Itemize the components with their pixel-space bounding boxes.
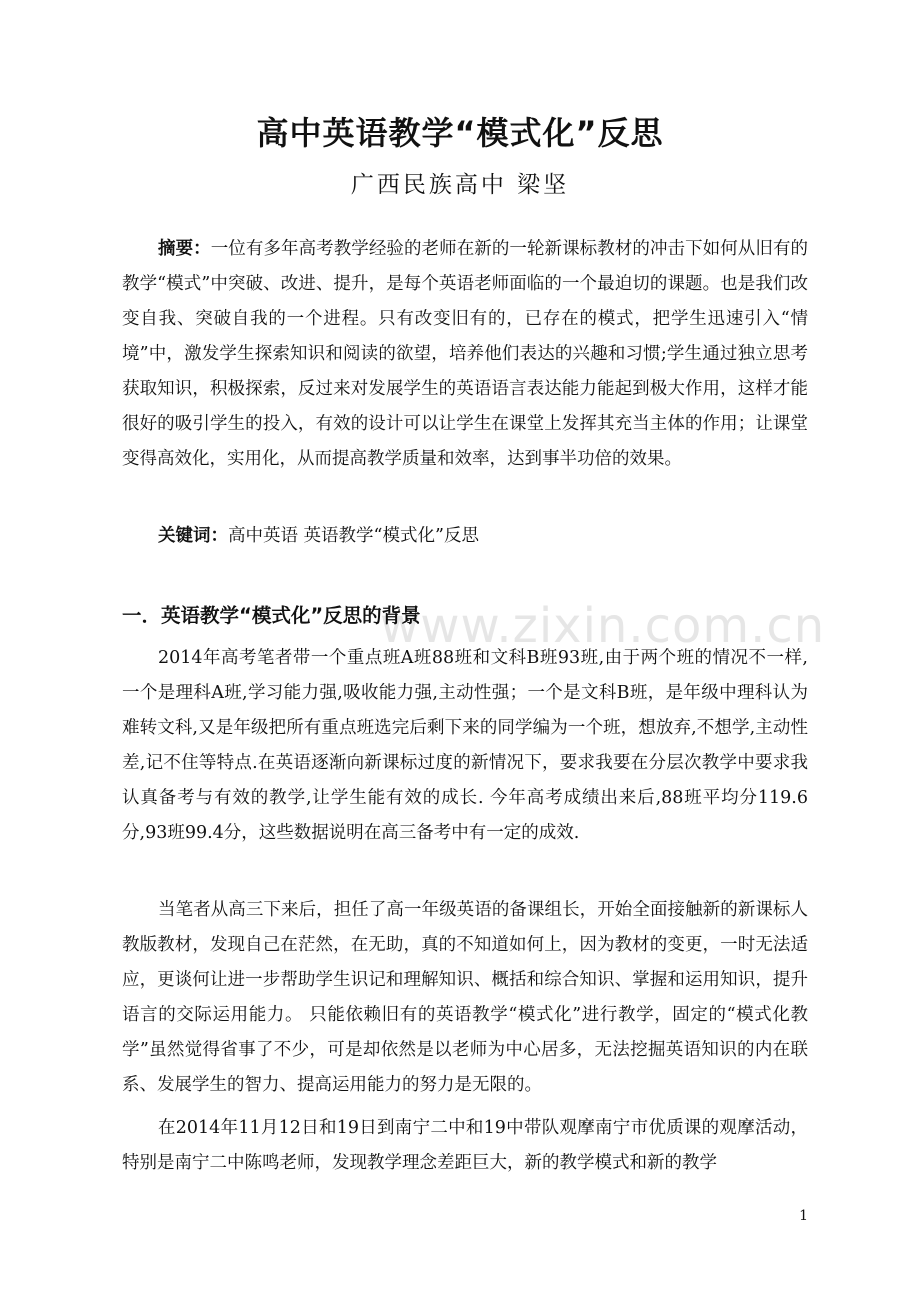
watermark: www.zixin.com.cn xyxy=(380,598,826,654)
body-paragraph: 当笔者从高三下来后，担任了高一年级英语的备课组长，开始全面接触新的新课标人教版教材，发现自己在茫然，在无助，真的不知道如何上，因为教材的变更，一时无法适应，更谈何让进一步帮助学生识记和理解知识、概括和综合知识、掌握和运用知识，提升语言的交际运用能力。 只能依赖旧有的英语教学“模式化”进行教学，固定的“模式化教学”虽然觉得省事了不少，可是却依然是以老师为中心居多，无法挖掘英语知识的内在联系、发展学生的智力、提高运用能力的努力是无限的。 xyxy=(122,900,808,1095)
abstract-paragraph xyxy=(122,232,808,477)
document-title: 高中英语教学“模式化”反思 xyxy=(256,114,664,152)
keywords-paragraph xyxy=(122,519,808,554)
section-heading: 一．英语教学“模式化”反思的背景 xyxy=(122,604,421,627)
body-paragraph: 2014年高考笔者带一个重点班A班88班和文科B班93班,由于两个班的情况不一样,一个是理科A班,学习能力强,吸收能力强,主动性强；一个是文科B班，是年级中理科认为难转文科,又是年级把所有重点班选完后剩下来的同学编为一个班，想放弃,不想学,主动性差,记不住等特点.在英语逐渐向新课标过度的新情况下，要求我要在分层次教学中要求我认真备考与有效的教学,让学生能有效的成长. 今年高考成绩出来后,88班平均分119.6分,93班99.4分，这些数据说明在高三备考中有一定的成效. xyxy=(122,648,808,843)
abstract-text: 一位有多年高考教学经验的老师在新的一轮新课标教材的冲击下如何从旧有的教学“模式”中突破、改进、提升，是每个英语老师面临的一个最迫切的课题。也是我们改变自我、突破自我的一个进程。只有改变旧有的，已存在的模式，把学生迅速引入“情境”中，激发学生探索知识和阅读的欲望，培养他们表达的兴趣和习惯;学生通过独立思考获取知识，积极探索，反过来对发展学生的英语语言表达能力能起到极大作用，这样才能很好的吸引学生的投入，有效的设计可以让学生在课堂上发挥其充当主体的作用；让课堂变得高效化，实用化，从而提高教学质量和效率，达到事半功倍的效果。 xyxy=(122,239,809,469)
keywords-text: 高中英语 英语教学“模式化”反思 xyxy=(228,526,479,546)
body-paragraph: 在2014年11月12日和19日到南宁二中和19中带队观摩南宁市优质课的观摩活动，特别是南宁二中陈鸣老师，发现教学理念差距巨大，新的教学模式和新的教学 xyxy=(122,1118,808,1173)
author-line: 广西民族高中 梁坚 xyxy=(350,172,570,198)
page-number: 1 xyxy=(799,1208,808,1224)
keywords-label: 关键词： xyxy=(158,526,228,546)
abstract-label: 摘要： xyxy=(158,239,211,259)
